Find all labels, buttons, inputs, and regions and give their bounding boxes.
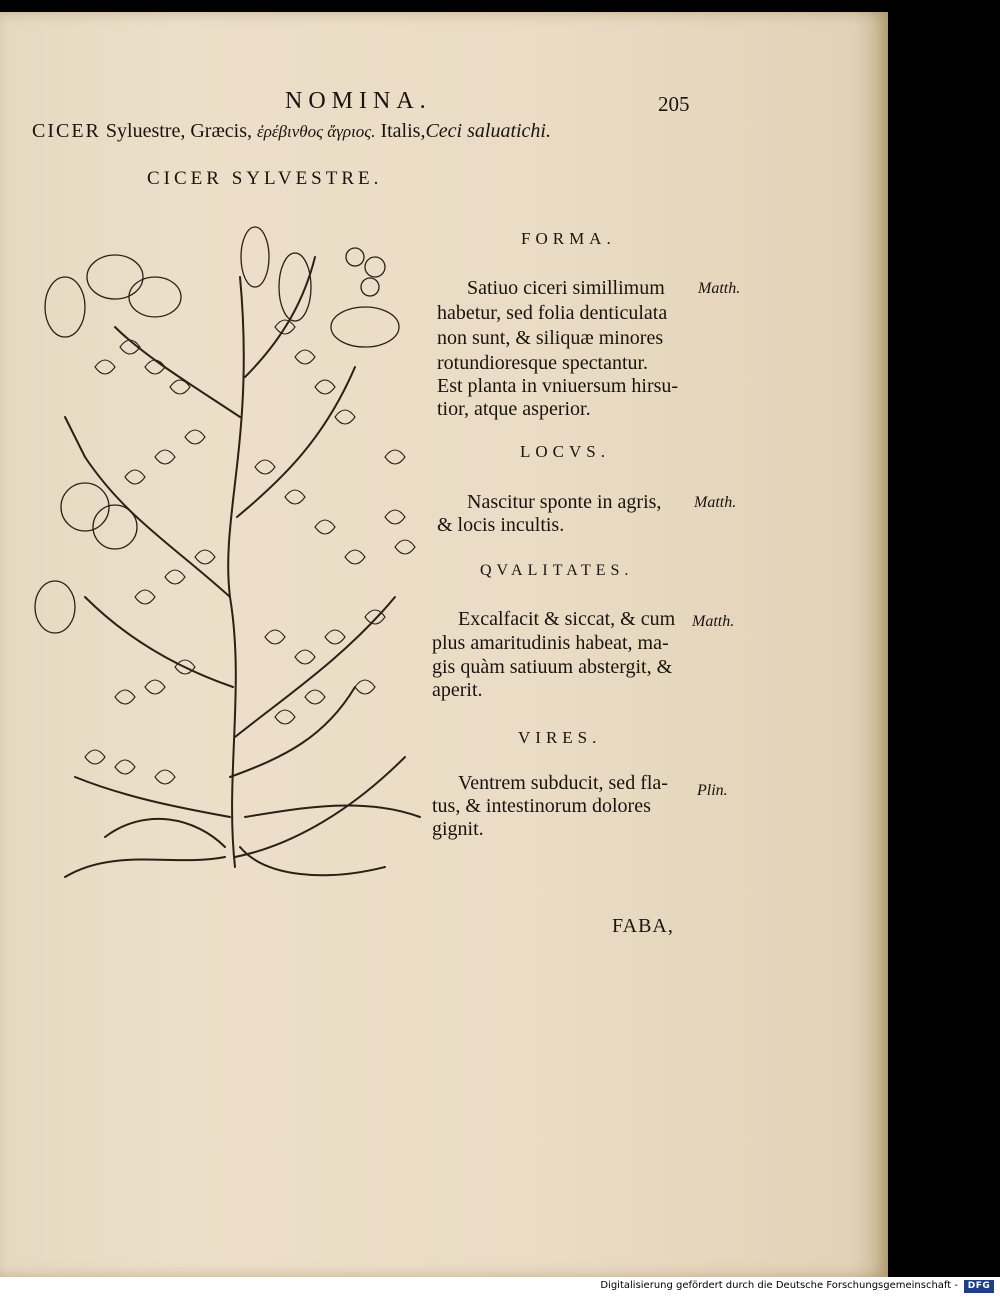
- forma-line-1: Satiuo ciceri simillimum: [467, 277, 665, 299]
- forma-line-6: tior, atque asperior.: [437, 398, 591, 420]
- dfg-logo: DFG: [964, 1280, 994, 1293]
- locus-line-1: Nascitur sponte in agris,: [467, 491, 662, 513]
- heading-locus: LOCVS.: [520, 442, 610, 461]
- qualitates-line-3: gis quàm satiuum abstergit, &: [432, 656, 673, 678]
- forma-line-2: habetur, sed folia denticulata: [437, 302, 668, 324]
- page-number: 205: [658, 92, 690, 116]
- names-term: CICER: [32, 120, 101, 142]
- locus-margin-note: Matth.: [694, 494, 737, 511]
- book-page: [0, 12, 888, 1277]
- section-title: NOMINA.: [285, 88, 432, 114]
- footer-credit: Digitalisierung gefördert durch die Deutsche Forschungsgemeinschaft -: [600, 1280, 958, 1291]
- scan-background: [888, 0, 1000, 1278]
- figure-caption: CICER SYLVESTRE.: [147, 168, 383, 189]
- footer-bar: [0, 1277, 1000, 1297]
- forma-line-5: Est planta in vniuersum hirsu-: [437, 375, 679, 397]
- vires-line-1: Ventrem subducit, sed fla-: [458, 772, 668, 794]
- qualitates-line-4: aperit.: [432, 679, 483, 701]
- forma-margin-note: Matth.: [698, 280, 741, 297]
- cicer-woodcut-illustration: [25, 217, 430, 897]
- heading-vires: VIRES.: [518, 728, 602, 747]
- forma-line-4: rotundioresque spectantur.: [437, 352, 649, 374]
- qualitates-margin-note: Matth.: [692, 613, 735, 630]
- names-italian: Ceci saluatichi.: [425, 120, 551, 142]
- qualitates-line-1: Excalfacit & siccat, & cum: [458, 608, 676, 630]
- forma-line-3: non sunt, & siliquæ minores: [437, 327, 664, 349]
- vires-line-2: tus, & intestinorum dolores: [432, 795, 651, 817]
- catchword: FABA,: [612, 915, 674, 937]
- vires-line-3: gignit.: [432, 818, 484, 840]
- heading-forma: FORMA.: [521, 229, 616, 248]
- plant-illustration: [25, 217, 430, 897]
- vires-margin-note: Plin.: [697, 782, 728, 799]
- heading-qualitates: QVALITATES.: [480, 562, 634, 579]
- names-line: [32, 120, 551, 143]
- names-latin: Syluestre, Græcis,: [100, 120, 257, 142]
- locus-line-2: & locis incultis.: [437, 514, 565, 536]
- names-italian-label: Italis,: [375, 120, 426, 142]
- names-greek: ἐρέβινθος ἄγριος.: [257, 122, 376, 141]
- qualitates-line-2: plus amaritudinis habeat, ma-: [432, 632, 669, 654]
